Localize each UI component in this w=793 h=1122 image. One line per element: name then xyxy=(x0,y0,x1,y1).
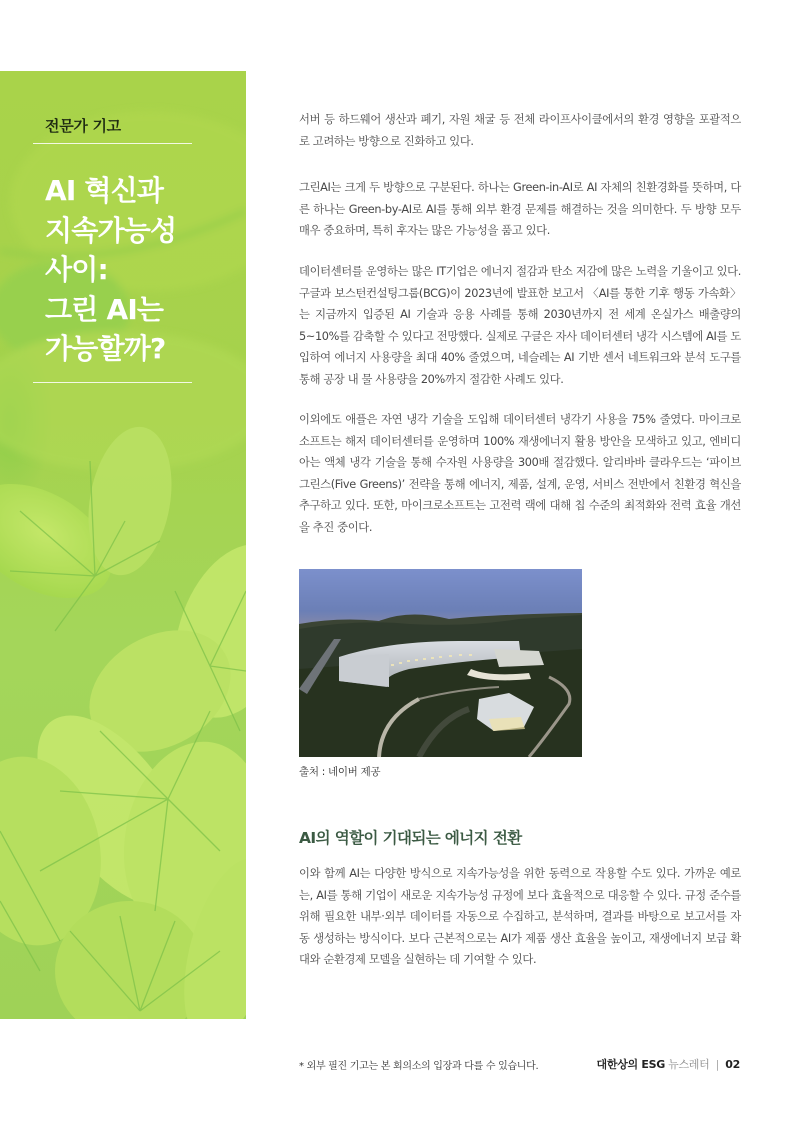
article-title xyxy=(45,171,176,369)
kicker-divider xyxy=(33,143,192,144)
cover-panel xyxy=(0,71,246,1019)
photo-caption: 출처 : 네이버 제공 xyxy=(299,766,381,778)
publisher-name: 대한상의 ESG xyxy=(596,1058,665,1071)
data-center-photo xyxy=(299,569,582,757)
title-line: 사이: xyxy=(45,253,108,286)
title-line: AI 혁신과 xyxy=(45,174,164,207)
publication-name: 뉴스레터 xyxy=(668,1058,710,1071)
article-paragraph: 이외에도 애플은 자연 냉각 기술을 도입해 데이터센터 냉각기 사용을 75% 줄였다. 마이크로소프트는 해저 데이터센터를 운영하며 100% 재생에너지 활용 방안을 모색하고 있고, 엔비디아는 액체 냉각 기술을 통해 수자원 사용량을 300배 절감했다. 알리바바 클라우드는 ‘파이브 그린스(Five Greens)’ 전략을 통해 에너지, 제품, 설계, 운영, 서비스 전반에서 친환경 혁신을 추구하고 있다. 또한, 마이크로소프트는 고전력 랙에 대해 칩 수준의 최적화와 전력 효율 개선을 추진 중이다. xyxy=(299,413,741,534)
article-paragraph: 이와 함께 AI는 다양한 방식으로 지속가능성을 위한 동력으로 작용할 수도 있다. 가까운 예로는, AI를 통해 기업이 새로운 지속가능성 규정에 보다 효율적으로 대응할 수 있다. 규정 준수를 위해 필요한 내부·외부 데이터를 자동으로 수집하고, 분석하며, 결과를 바탕으로 보고서를 자동 생성하는 방식이다. 보다 근본적으로는 AI가 제품 생산 효율을 높이고, 재생에너지 보급 확대와 순환경제 모델을 실현하는 데 기여할 수 있다. xyxy=(299,867,741,966)
title-line: 그린 AI는 xyxy=(45,292,164,326)
disclaimer-footnote: * 외부 필진 기고는 본 회의소의 입장과 다를 수 있습니다. xyxy=(299,1061,539,1072)
title-divider xyxy=(33,382,192,383)
page-number: 02 xyxy=(725,1058,740,1071)
article-paragraph: 서버 등 하드웨어 생산과 폐기, 자원 채굴 등 전체 라이프사이클에서의 환경 영향을 포괄적으로 고려하는 방향으로 진화하고 있다. xyxy=(299,113,741,148)
article-paragraph: 데이터센터를 운영하는 많은 IT기업은 에너지 절감과 탄소 저감에 많은 노력을 기울이고 있다. 구글과 보스턴컨설팅그룹(BCG)이 2023년에 발표한 보고서 〈AI를 통한 기후 행동 가속화〉는 지금까지 입증된 AI 기술과 응용 사례를 통해 2030년까지 전 세계 온실가스 배출량의 5~10%를 감축할 수 있다고 전망했다. 실제로 구글은 자사 데이터센터 냉각 시스템에 AI를 도입하여 에너지 사용량을 최대 40% 줄였으며, 네슬레는 AI 기반 센서 네트워크와 분석 도구를 통해 공장 내 물 사용량을 20%까지 절감한 사례도 있다. xyxy=(299,265,741,386)
title-line: 지속가능성 xyxy=(45,213,177,247)
footer-separator: | xyxy=(715,1058,720,1071)
article-paragraph: 그린AI는 크게 두 방향으로 구분된다. 하나는 Green-in-AI로 AI 자체의 친환경화를 뜻하며, 다른 하나는 Green-by-AI로 AI를 통해 외부 환경 문제를 해결하는 것을 의미한다. 두 방향 모두 매우 중요하며, 특히 후자는 많은 가능성을 품고 있다. xyxy=(299,181,741,237)
title-line: 가능할까? xyxy=(45,332,166,365)
section-kicker: 전문가 기고 xyxy=(45,117,121,135)
section-heading: AI의 역할이 기대되는 에너지 전환 xyxy=(299,829,522,847)
newsletter-footer xyxy=(597,1056,740,1072)
